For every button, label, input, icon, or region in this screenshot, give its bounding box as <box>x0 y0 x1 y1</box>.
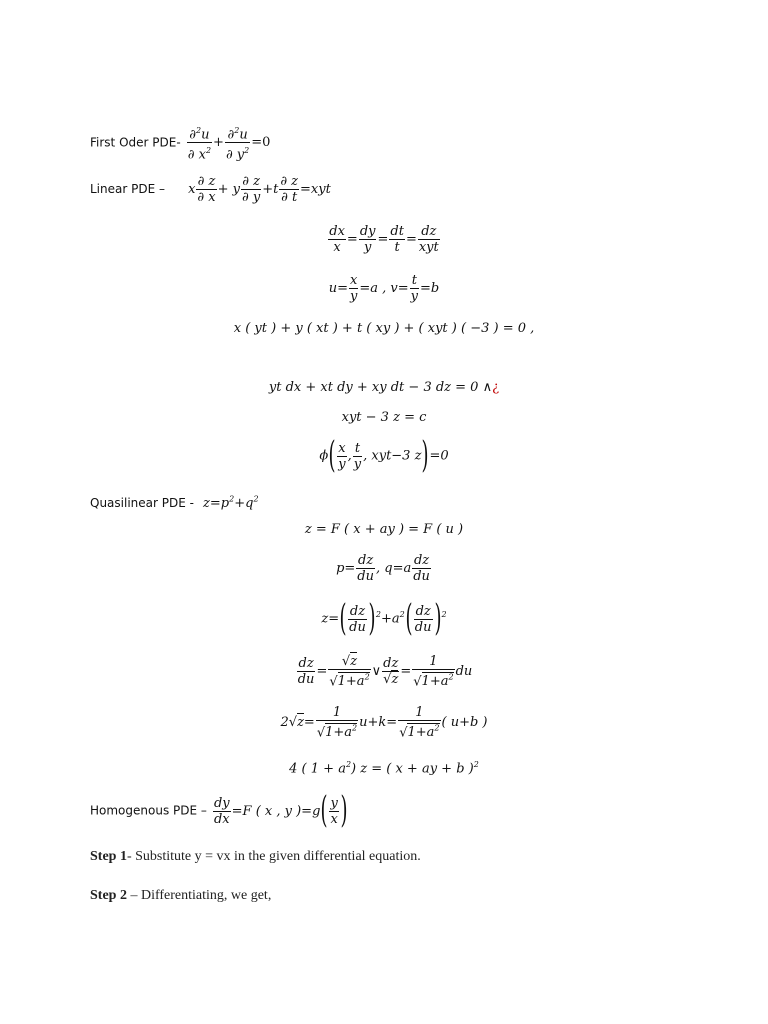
total-differential-equation <box>0 380 768 395</box>
step-1 <box>90 849 421 865</box>
homogenous-pde-equation: $\frac{dy}{dx}$ =F ( x , y )=g( $\frac{y}{x}$ ) <box>213 790 348 831</box>
first-order-pde-line <box>90 123 270 163</box>
characteristic-equation: $\frac{dx}{x}$ = $\frac{dy}{y}$ = $\frac{dt}{t}$ = $\frac{dz}{\text{xyt}}$ <box>329 224 439 255</box>
separation-equation: $\frac{dz}{du}$ = $\frac{√z}{√1+a^2}$ ∨ $\frac{dz}{√z}$ = $\frac{1}{√1+a^2}$ du <box>297 654 473 690</box>
quasilinear-pde-label: Quasilinear PDE - <box>90 496 194 510</box>
step-1-text: - Substitute y = vx in the given differential equation. <box>126 849 421 864</box>
step-2-heading: Step 2 <box>90 888 127 903</box>
linear-pde-label: Linear PDE – <box>90 182 165 196</box>
phi-equation: ϕ( $\frac{x}{y}$ , $\frac{t}{y}$ , xyt−3 z)=0 <box>319 435 449 476</box>
constant-equation: xyt − 3 z = c <box>341 410 427 425</box>
final-solution-equation: 4 ( $1 + a^2$) z = ( x + ay + b )$^2$ <box>289 760 479 777</box>
total-differential-text: yt dx + xt dy + xy dt − 3 dz = 0 ∧ <box>268 380 493 395</box>
p-q-equation: p= $\frac{dz}{du}$ , q=a $\frac{dz}{du}$ <box>336 553 430 584</box>
homogenous-pde-line <box>90 790 348 831</box>
linear-pde-equation: x $\frac{\partial z}{\partial x}$ + y $\frac{\partial z}{\partial y}$ +t $\frac{\partial z}{\partial t}$ =xyt <box>188 174 331 205</box>
step-2 <box>90 888 271 904</box>
integrated-equation: 2√z= $\frac{1}{√1+a^2}$ u+k= $\frac{1}{√1+a^2}$ ( u+b ) <box>280 705 488 741</box>
quasilinear-pde-line <box>90 492 259 511</box>
first-order-pde-equation: $\frac{\partial^2u}{\partial x^2}$ + $\frac{\partial^2u}{\partial y^2}$ =0 <box>186 135 271 150</box>
step-2-text: – Differentiating, we get, <box>126 888 272 903</box>
z-squared-equation: z=( $\frac{dz}{du}$ )$^2+a^2$( $\frac{dz}{du}$ )$^2$ <box>321 598 447 639</box>
first-order-pde-label: First Oder PDE- <box>90 135 181 150</box>
step-1-heading: Step 1 <box>90 849 127 864</box>
quasilinear-pde-equation: $z=p^2+q^2$ <box>203 494 259 511</box>
linear-aux-equation: x ( yt ) + y ( xt ) + t ( xy ) + ( xyt ) ( −3 ) = 0 , <box>233 321 535 336</box>
linear-pde-line <box>90 174 331 205</box>
homogenous-pde-label: Homogenous PDE – <box>90 803 207 818</box>
f-of-u-equation: z = F ( x + ay ) = F ( u ) <box>304 522 464 537</box>
uv-equation: u= $\frac{x}{y}$ =a , v= $\frac{t}{y}$ =b <box>328 273 440 304</box>
unknown-char-mark: ¿ <box>492 380 500 395</box>
